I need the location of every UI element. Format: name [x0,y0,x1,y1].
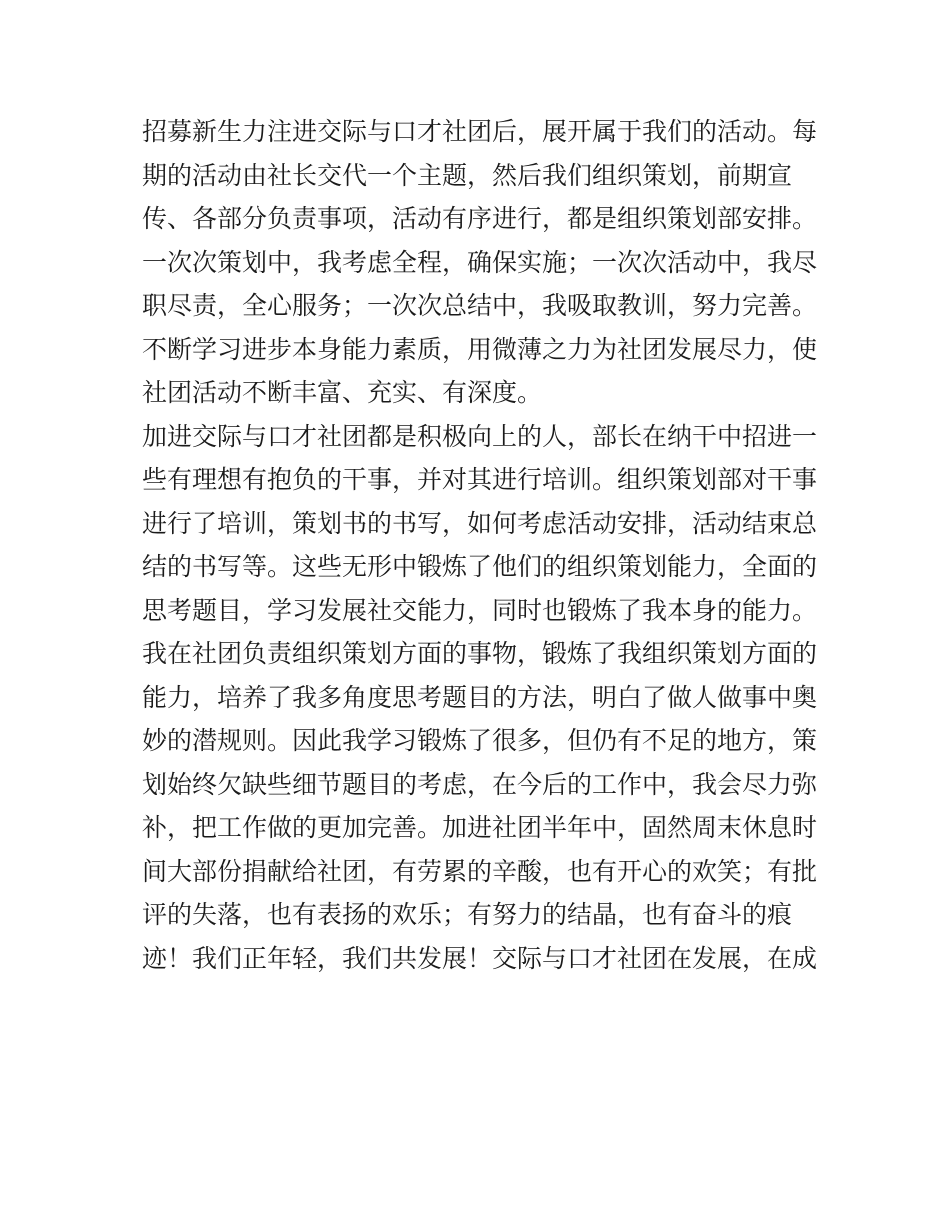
text-line: 加进交际与口才社团都是积极向上的人，部长在纳干中招进一 [142,421,818,451]
text-line: 一次次策划中，我考虑全程，确保实施；一次次活动中，我尽 [142,247,818,277]
text-line: 传、各部分负责事项，活动有序进行，都是组织策划部安排。 [142,204,818,233]
text-line: 划始终欠缺些细节题目的考虑，在今后的工作中，我会尽力弥 [142,769,818,799]
text-line: 能力，培养了我多角度思考题目的方法，明白了做人做事中奥 [142,682,818,712]
text-line: 补，把工作做的更加完善。加进社团半年中，固然周末休息时 [142,813,818,842]
text-line: 招募新生力注进交际与口才社团后，展开属于我们的活动。每 [142,117,818,146]
text-line: 社团活动不断丰富、充实、有深度。 [142,378,543,407]
text-line: 思考题目，学习发展社交能力，同时也锻炼了我本身的能力。 [142,595,818,625]
text-line: 进行了培训，策划书的书写，如何考虑活动安排，活动结束总 [142,508,818,538]
text-line: 妙的潜规则。因此我学习锻炼了很多，但仍有不足的地方，策 [142,726,818,755]
text-line: 不断学习进步本身能力素质，用微薄之力为社团发展尽力，使 [142,334,818,364]
text-line: 我在社团负责组织策划方面的事物，锻炼了我组织策划方面的 [142,639,818,668]
text-line: 迹！我们正年轻，我们共发展！交际与口才社团在发展，在成 [142,943,818,973]
text-line: 些有理想有抱负的干事，并对其进行培训。组织策划部对干事 [142,465,818,494]
text-line: 评的失落，也有表扬的欢乐；有努力的结晶，也有奋斗的痕 [142,900,793,929]
text-line: 结的书写等。这些无形中锻炼了他们的组织策划能力，全面的 [142,552,818,581]
text-line: 间大部份捐献给社团，有劳累的辛酸，也有开心的欢笑；有批 [142,856,818,886]
text-line: 职尽责，全心服务；一次次总结中，我吸取教训，努力完善。 [142,291,818,320]
body-text [142,110,822,980]
text-line: 期的活动由社长交代一个主题，然后我们组织策划，前期宣 [142,160,793,190]
